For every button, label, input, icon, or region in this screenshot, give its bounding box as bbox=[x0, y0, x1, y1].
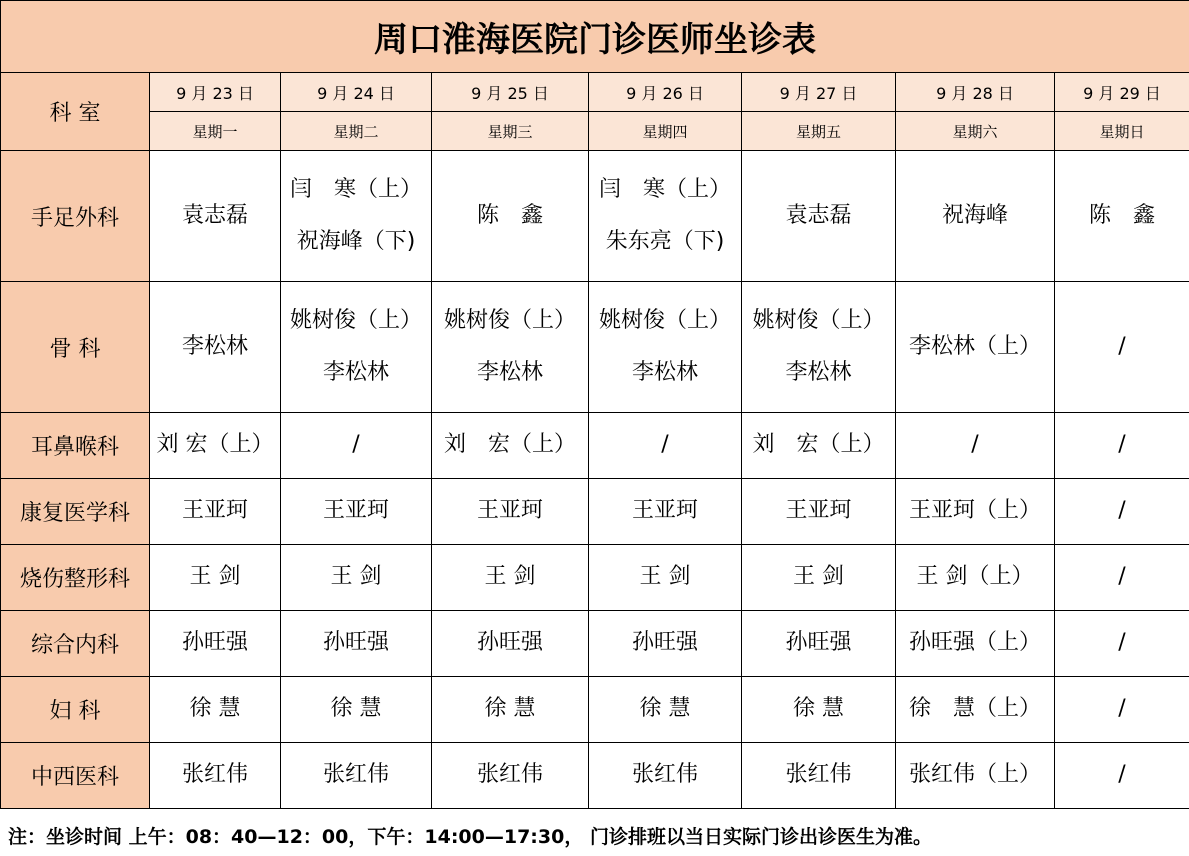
schedule-cell bbox=[896, 677, 1055, 743]
table-row bbox=[1, 282, 1189, 413]
doctor-name: 孙旺强 bbox=[631, 630, 698, 656]
schedule-cell bbox=[896, 743, 1055, 809]
schedule-cell bbox=[742, 611, 896, 677]
doctor-name: 刘 宏（上） bbox=[752, 432, 885, 458]
doctor-name: 张红伟 bbox=[322, 762, 389, 788]
doctor-name: 王亚珂 bbox=[631, 498, 698, 524]
footer-note: 注：坐诊时间 上午：08：40—12：00，下午：14:00—17:30， 门诊排班以当日实际门诊出诊医生为准。 bbox=[8, 826, 932, 848]
schedule-cell bbox=[432, 151, 589, 282]
schedule-cell bbox=[1055, 413, 1189, 479]
doctor-name: 陈 鑫 bbox=[1088, 202, 1155, 228]
schedule-cell bbox=[589, 479, 742, 545]
schedule-cell bbox=[742, 743, 896, 809]
schedule-cell bbox=[742, 545, 896, 611]
doctor-name: 姚树俊（上） bbox=[752, 307, 885, 333]
schedule-cell bbox=[589, 611, 742, 677]
schedule-cell bbox=[150, 743, 281, 809]
schedule-cell bbox=[150, 545, 281, 611]
doctor-name: 李松林（上） bbox=[908, 333, 1041, 359]
doctor-name: 徐 慧（上） bbox=[908, 696, 1041, 722]
doctor-name: 徐 慧 bbox=[793, 696, 844, 722]
schedule-cell bbox=[589, 151, 742, 282]
doctor-name: 刘 宏（上） bbox=[443, 432, 576, 458]
doctor-name: 袁志磊 bbox=[181, 202, 248, 228]
schedule-cell bbox=[896, 611, 1055, 677]
schedule-cell bbox=[432, 413, 589, 479]
schedule-cell bbox=[1055, 611, 1189, 677]
doctor-name: 朱东亮（下) bbox=[605, 229, 725, 254]
schedule-cell bbox=[896, 545, 1055, 611]
doctor-name: 孙旺强（上） bbox=[908, 630, 1041, 656]
date-header: 9 月 26 日 bbox=[589, 73, 742, 112]
schedule-cell bbox=[432, 677, 589, 743]
schedule-cell bbox=[1055, 479, 1189, 545]
doctor-name: / bbox=[661, 432, 669, 458]
table-row bbox=[1, 151, 1189, 282]
schedule-cell bbox=[281, 413, 432, 479]
doctor-name: 王 剑 bbox=[484, 564, 536, 590]
schedule-cell bbox=[150, 413, 281, 479]
weekday-header: 星期一 bbox=[150, 112, 281, 151]
doctor-name: 王亚珂 bbox=[476, 498, 543, 524]
doctor-name: / bbox=[1118, 333, 1126, 359]
schedule-cell bbox=[742, 282, 896, 413]
schedule-cell bbox=[281, 282, 432, 413]
schedule-cell bbox=[432, 545, 589, 611]
schedule-cell bbox=[1055, 677, 1189, 743]
table-row bbox=[1, 611, 1189, 677]
doctor-name: 徐 慧 bbox=[639, 696, 691, 722]
doctor-name: 王 剑（上） bbox=[916, 564, 1034, 590]
doctor-name: 王 剑 bbox=[639, 564, 691, 590]
schedule-cell bbox=[896, 151, 1055, 282]
schedule-cell bbox=[150, 282, 281, 413]
schedule-cell bbox=[742, 413, 896, 479]
schedule-cell bbox=[1055, 151, 1189, 282]
doctor-name: / bbox=[971, 432, 979, 458]
doctor-name: 李松林 bbox=[631, 360, 698, 385]
doctor-name: / bbox=[1118, 432, 1126, 458]
schedule-cell bbox=[589, 545, 742, 611]
schedule-cell bbox=[742, 677, 896, 743]
doctor-name: 姚树俊（上） bbox=[598, 307, 731, 333]
dept-name: 耳鼻喉科 bbox=[1, 413, 150, 479]
doctor-name: / bbox=[1118, 498, 1126, 524]
table-row bbox=[1, 479, 1189, 545]
doctor-name: 徐 慧 bbox=[189, 696, 241, 722]
schedule-cell bbox=[432, 611, 589, 677]
schedule-cell bbox=[742, 479, 896, 545]
table-row bbox=[1, 743, 1189, 809]
schedule-cell bbox=[896, 479, 1055, 545]
schedule-cell bbox=[432, 743, 589, 809]
doctor-name: 王 剑 bbox=[330, 564, 382, 590]
schedule-cell bbox=[1055, 545, 1189, 611]
doctor-name: / bbox=[1118, 630, 1126, 656]
doctor-name: / bbox=[1118, 762, 1126, 788]
doctor-name: 张红伟（上） bbox=[908, 762, 1041, 788]
doctor-name: 王 剑 bbox=[189, 564, 241, 590]
doctor-name: 孙旺强 bbox=[181, 630, 248, 656]
dept-column-header: 科 室 bbox=[1, 73, 150, 151]
doctor-name: 李松林 bbox=[322, 360, 389, 385]
doctor-name: 张红伟 bbox=[181, 762, 248, 788]
schedule-cell bbox=[281, 677, 432, 743]
doctor-name: 孙旺强 bbox=[476, 630, 543, 656]
schedule-cell bbox=[1055, 743, 1189, 809]
doctor-name: 张红伟 bbox=[476, 762, 543, 788]
title-row bbox=[1, 1, 1189, 73]
schedule-cell bbox=[432, 479, 589, 545]
doctor-name: 孙旺强 bbox=[785, 630, 852, 656]
doctor-name: 张红伟 bbox=[785, 762, 852, 788]
doctor-name: 徐 慧 bbox=[330, 696, 382, 722]
dept-name: 烧伤整形科 bbox=[1, 545, 150, 611]
doctor-name: 王亚珂 bbox=[322, 498, 389, 524]
date-header: 9 月 23 日 bbox=[150, 73, 281, 112]
doctor-name: 陈 鑫 bbox=[476, 202, 543, 228]
doctor-name: / bbox=[1118, 696, 1126, 722]
doctor-name: 王亚珂 bbox=[785, 498, 852, 524]
doctor-name: 姚树俊（上） bbox=[289, 307, 422, 333]
weekday-header: 星期三 bbox=[432, 112, 589, 151]
schedule-cell bbox=[150, 151, 281, 282]
schedule-cell bbox=[432, 282, 589, 413]
doctor-name: 王亚珂 bbox=[181, 498, 248, 524]
schedule-cell bbox=[589, 282, 742, 413]
dept-name: 中西医科 bbox=[1, 743, 150, 809]
schedule-cell bbox=[281, 545, 432, 611]
doctor-name: 王 剑 bbox=[793, 564, 844, 590]
doctor-name: 李松林 bbox=[181, 333, 248, 359]
doctor-name: 祝海峰 bbox=[941, 202, 1008, 228]
schedule-cell bbox=[281, 151, 432, 282]
schedule-cell bbox=[150, 479, 281, 545]
schedule-cell bbox=[589, 677, 742, 743]
schedule-cell bbox=[1055, 282, 1189, 413]
schedule-cell bbox=[896, 282, 1055, 413]
schedule-cell bbox=[281, 611, 432, 677]
date-header: 9 月 27 日 bbox=[742, 73, 896, 112]
schedule-cell bbox=[281, 479, 432, 545]
doctor-name: / bbox=[352, 432, 360, 458]
schedule-cell bbox=[150, 677, 281, 743]
schedule-cell bbox=[896, 413, 1055, 479]
schedule-cell bbox=[589, 413, 742, 479]
table-row bbox=[1, 677, 1189, 743]
page-title: 周口淮海医院门诊医师坐诊表 bbox=[1, 1, 1189, 73]
weekday-header: 星期五 bbox=[742, 112, 896, 151]
weekday-header: 星期日 bbox=[1055, 112, 1189, 151]
weekday-header: 星期二 bbox=[281, 112, 432, 151]
doctor-name: / bbox=[1118, 564, 1126, 590]
weekday-header: 星期四 bbox=[589, 112, 742, 151]
date-row bbox=[1, 73, 1189, 112]
doctor-name: 祝海峰（下) bbox=[296, 229, 416, 254]
schedule-cell bbox=[150, 611, 281, 677]
doctor-name: 徐 慧 bbox=[484, 696, 536, 722]
doctor-name: 李松林 bbox=[476, 360, 543, 385]
schedule-cell bbox=[589, 743, 742, 809]
date-header: 9 月 25 日 bbox=[432, 73, 589, 112]
doctor-name: 袁志磊 bbox=[785, 202, 852, 228]
doctor-name: 刘 宏（上） bbox=[156, 432, 274, 458]
schedule-cell bbox=[742, 151, 896, 282]
date-header: 9 月 29 日 bbox=[1055, 73, 1189, 112]
doctor-name: 李松林 bbox=[785, 360, 852, 385]
weekday-header: 星期六 bbox=[896, 112, 1055, 151]
doctor-name: 张红伟 bbox=[631, 762, 698, 788]
dept-name: 综合内科 bbox=[1, 611, 150, 677]
table-row bbox=[1, 545, 1189, 611]
table-row bbox=[1, 413, 1189, 479]
dept-name: 康复医学科 bbox=[1, 479, 150, 545]
doctor-name: 王亚珂（上） bbox=[908, 498, 1041, 524]
schedule-cell bbox=[281, 743, 432, 809]
doctor-name: 姚树俊（上） bbox=[443, 307, 576, 333]
doctor-name: 闫 寒（上） bbox=[598, 176, 731, 202]
date-header: 9 月 24 日 bbox=[281, 73, 432, 112]
dept-name: 手足外科 bbox=[1, 151, 150, 282]
doctor-name: 孙旺强 bbox=[322, 630, 389, 656]
doctor-name: 闫 寒（上） bbox=[289, 176, 422, 202]
date-header: 9 月 28 日 bbox=[896, 73, 1055, 112]
dept-name: 骨 科 bbox=[1, 282, 150, 413]
dept-name: 妇 科 bbox=[1, 677, 150, 743]
weekday-row bbox=[1, 112, 1189, 151]
